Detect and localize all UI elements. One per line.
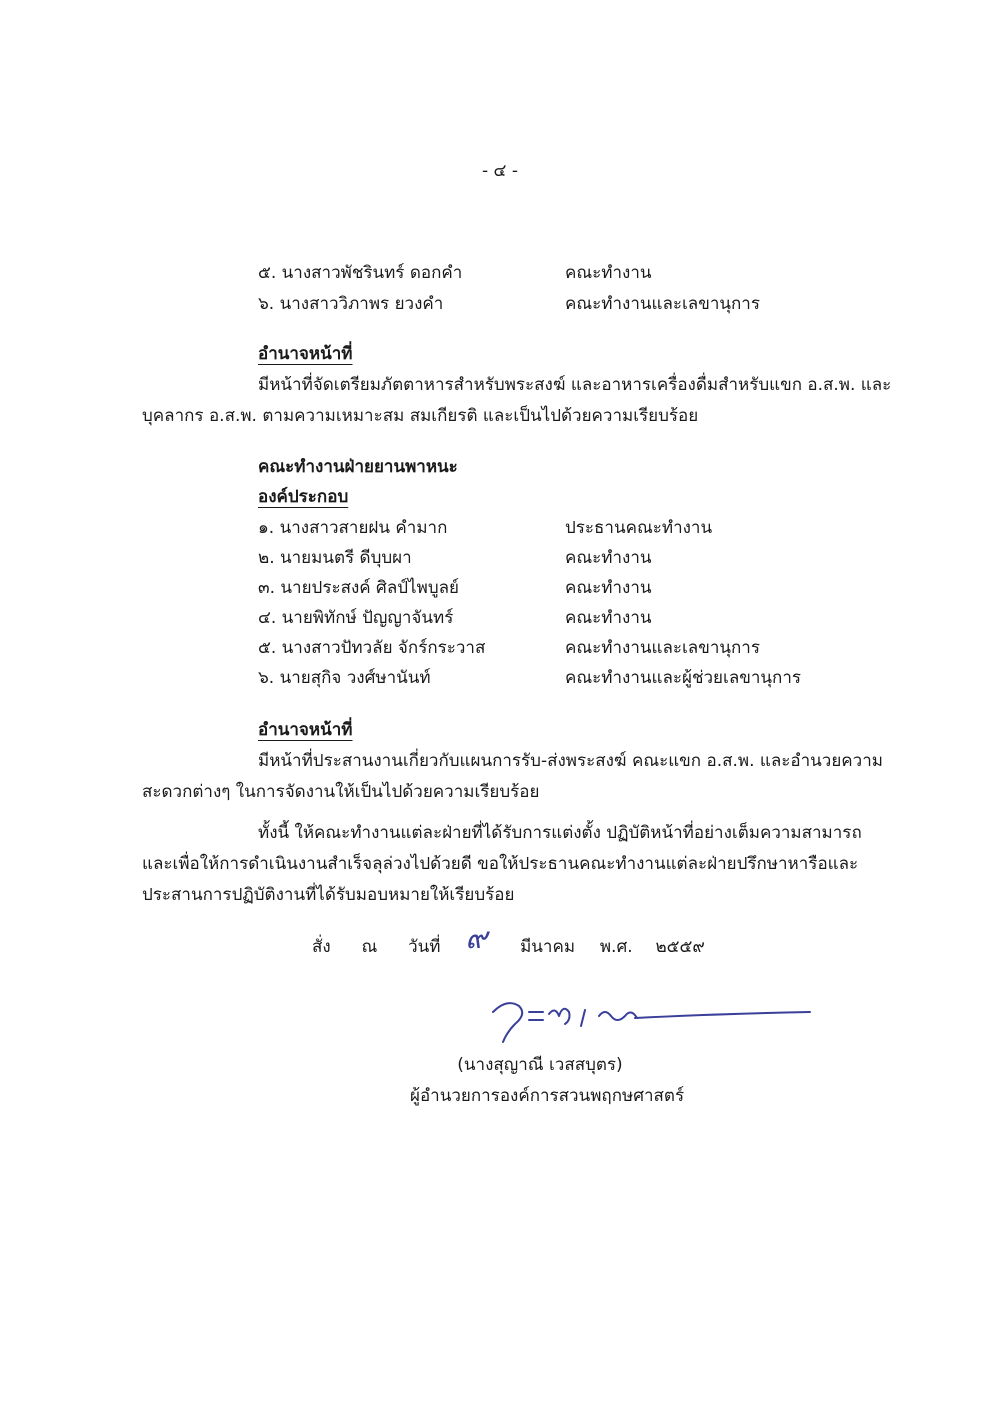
signature-icon <box>485 990 815 1050</box>
member-name: ๓. นายประสงค์ ศิลป์ไพบูลย์ <box>258 578 459 598</box>
composition-heading: องค์ประกอบ <box>258 487 349 507</box>
duty-paragraph-line: มีหน้าที่ประสานงานเกี่ยวกับแผนการรับ-ส่งพระสงฆ์ คณะแขก อ.ส.พ. และอำนวยความ <box>258 751 883 771</box>
closing-paragraph-line: และเพื่อให้การดำเนินงานสำเร็จลุล่วงไปด้วยดี ขอให้ประธานคณะทำงานแต่ละฝ่ายปรึกษาหารือและ <box>142 854 859 874</box>
signer-position: ผู้อำนวยการองค์การสวนพฤกษศาสตร์ <box>410 1086 685 1106</box>
member-role: คณะทำงาน <box>565 578 652 598</box>
duty-heading: อำนาจหน้าที่ <box>258 720 353 740</box>
member-role: คณะทำงานและผู้ช่วยเลขานุการ <box>565 668 801 688</box>
order-date-era: พ.ศ. <box>599 937 633 957</box>
order-date-month: มีนาคม <box>520 937 576 957</box>
member-name: ๖. นางสาววิภาพร ยวงคำ <box>258 294 444 314</box>
member-name: ๕. นางสาวปัทวลัย จักร์กระวาส <box>258 638 486 658</box>
order-date-at: ณ <box>361 937 378 957</box>
member-role: คณะทำงานและเลขานุการ <box>565 294 760 314</box>
order-date-year: ๒๕๕๙ <box>655 937 705 957</box>
member-name: ๑. นางสาวสายฝน คำมาก <box>258 518 448 538</box>
duty-heading: อำนาจหน้าที่ <box>258 344 353 364</box>
duty-paragraph-line: มีหน้าที่จัดเตรียมภัตตาหารสำหรับพระสงฆ์ และอาหารเครื่องดื่มสำหรับแขก อ.ส.พ. และ <box>258 375 892 395</box>
section-title: คณะทำงานฝ่ายยานพาหนะ <box>258 457 458 477</box>
order-date <box>312 921 705 962</box>
closing-paragraph-line: ประสานการปฏิบัติงานที่ได้รับมอบหมายให้เรียบร้อย <box>142 885 515 905</box>
member-name: ๕. นางสาวพัชรินทร์ ดอกคำ <box>258 263 463 283</box>
member-role: คณะทำงาน <box>565 608 652 628</box>
member-role: ประธานคณะทำงาน <box>565 518 713 538</box>
duty-paragraph-line: สะดวกต่างๆ ในการจัดงานให้เป็นไปด้วยความเรียบร้อย <box>142 782 540 802</box>
page-number: - ๔ - <box>482 161 518 181</box>
member-role: คณะทำงาน <box>565 263 652 283</box>
member-name: ๖. นายสุกิจ วงศ์ษานันท์ <box>258 668 431 688</box>
member-name: ๔. นายพิทักษ์ ปัญญาจันทร์ <box>258 608 454 628</box>
member-role: คณะทำงาน <box>565 548 652 568</box>
duty-paragraph-line: บุคลากร อ.ส.พ. ตามความเหมาะสม สมเกียรติ และเป็นไปด้วยความเรียบร้อย <box>142 406 699 426</box>
order-date-prefix: สั่ง <box>312 937 331 957</box>
order-date-day-label: วันที่ <box>408 937 441 957</box>
member-name: ๒. นายมนตรี ดีบุบผา <box>258 548 412 568</box>
signer-name: (นางสุญาณี เวสสบุตร) <box>457 1055 623 1075</box>
order-date-day: ๙ <box>465 921 488 956</box>
member-role: คณะทำงานและเลขานุการ <box>565 638 760 658</box>
closing-paragraph-line: ทั้งนี้ ให้คณะทำงานแต่ละฝ่ายที่ได้รับการแต่งตั้ง ปฏิบัติหน้าที่อย่างเต็มความสามารถ <box>258 823 862 843</box>
